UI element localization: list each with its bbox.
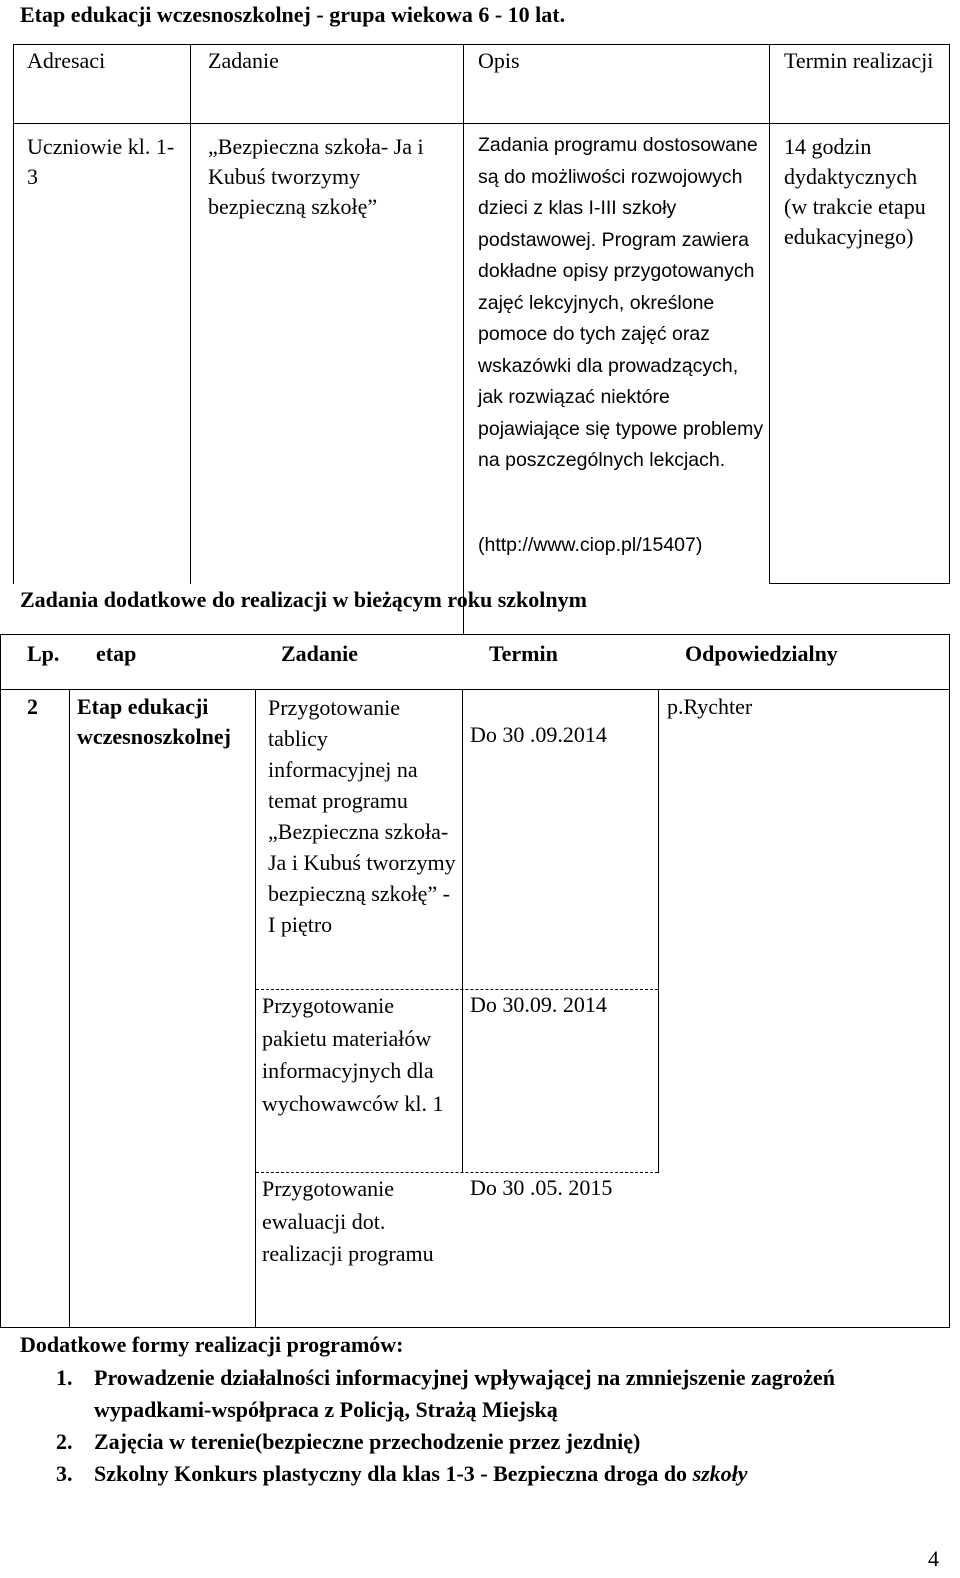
table2-header-border	[0, 689, 950, 690]
table1-col1-border	[190, 44, 191, 584]
table2-header-odpowiedzialny: Odpowiedzialny	[685, 641, 838, 666]
table2-header-lp: Lp.	[27, 641, 60, 666]
table1-cell-termin: 14 godzin dydaktycznych (w trakcie etapu edukacyjnego)	[784, 134, 932, 249]
table2-task-zadanie-3: Przygotowanie ewaluacji dot. realizacji programu	[262, 1176, 434, 1266]
table2-top-border	[0, 634, 950, 635]
table1-cell-opis: Zadania programu dostosowane są do możliwości rozwojowych dzieci z klas I-III szkoły podstawowej. Program zawiera dokładne opisy przygotowanych zajęć lekcyjnych, określone pomoce do tych zajęć oraz wskazówki dla prowadzących, jak rozwiązać niektóre pojawiające się typowe problemy na poszczególnych lekcjach.	[478, 134, 769, 471]
extras-item-1	[20, 1362, 940, 1426]
table2-right-border	[949, 634, 950, 1328]
table2-task-termin-2: Do 30.09. 2014	[470, 992, 607, 1017]
extras-item-num: 2.	[56, 1429, 73, 1454]
table2-header-termin: Termin	[489, 641, 558, 666]
table2-col2-border	[255, 689, 256, 1328]
extras-item-2	[20, 1426, 940, 1458]
extras-list	[20, 1362, 940, 1490]
table1-col3-border	[769, 44, 770, 584]
table1-right-border	[949, 44, 950, 584]
table2-task-termin-1: Do 30 .09.2014	[470, 722, 607, 747]
extras-title: Dodatkowe formy realizacji programów:	[20, 1332, 404, 1357]
extras-item-text: Szkolny Konkurs plastyczny dla klas 1-3 - Bezpieczna droga do	[94, 1461, 688, 1486]
table1-cell-zadanie: „Bezpieczna szkoła- Ja i Kubuś tworzymy bezpieczną szkołę”	[208, 134, 430, 219]
extras-item-text: Zajęcia w terenie(bezpieczne przechodzenie przez jezdnię)	[94, 1429, 641, 1454]
table2-header-etap: etap	[96, 641, 137, 666]
table1-termin-bottom-border	[769, 583, 950, 584]
table2-bottom-border	[0, 1327, 950, 1328]
table1-header-opis: Opis	[478, 48, 520, 73]
subheading-zadania-dodatkowe: Zadania dodatkowe do realizacji w bieżącym roku szkolnym	[20, 587, 587, 612]
page-number: 4	[928, 1546, 939, 1571]
table1-header-zadanie: Zadanie	[208, 48, 279, 73]
table2-col3-border	[462, 689, 463, 1173]
table1-cell-opis-link: (http://www.ciop.pl/15407)	[478, 534, 703, 556]
extras-item-num: 1.	[56, 1365, 73, 1390]
table2-task-termin-3: Do 30 .05. 2015	[470, 1175, 613, 1200]
table2-header-zadanie: Zadanie	[281, 641, 359, 666]
table2-cell-etap: Etap edukacji wczesnoszkolnej	[77, 694, 231, 749]
table2-task-zadanie-1: Przygotowanie tablicy informacyjnej na temat programu „Bezpieczna szkoła- Ja i Kubuś tworzymy bezpieczną szkołę” - I piętro	[268, 695, 462, 937]
table1-top-border	[13, 44, 950, 45]
table2-col4-border	[658, 689, 659, 1173]
table2-cell-odpowiedzialny: p.Rychter	[667, 694, 753, 719]
table2-task-zadanie-2: Przygotowanie pakietu materiałów informacyjnych dla wychowawców kl. 1	[262, 993, 444, 1116]
extras-item-emph: szkoły	[692, 1461, 748, 1486]
table2-cell-lp: 2	[27, 694, 38, 719]
table1-col2-border	[463, 44, 464, 634]
table2-left-border	[0, 634, 1, 1328]
table2-col1-border	[69, 689, 70, 1328]
page-heading: Etap edukacji wczesnoszkolnej - grupa wiekowa 6 - 10 lat.	[20, 2, 566, 27]
table1-left-border	[13, 44, 14, 584]
table1-header-adresaci: Adresaci	[27, 48, 106, 73]
table1-cell-adresaci: Uczniowie kl. 1-3	[27, 134, 175, 189]
extras-item-text: Prowadzenie działalności informacyjnej wpływającej na zmniejszenie zagrożeń wypadkami-współpraca z Policją, Strażą Miejską	[94, 1365, 835, 1422]
table1-header-termin: Termin realizacji	[784, 48, 934, 73]
extras-item-3	[20, 1458, 940, 1490]
extras-item-num: 3.	[56, 1461, 73, 1486]
table1-header-border	[13, 123, 950, 124]
